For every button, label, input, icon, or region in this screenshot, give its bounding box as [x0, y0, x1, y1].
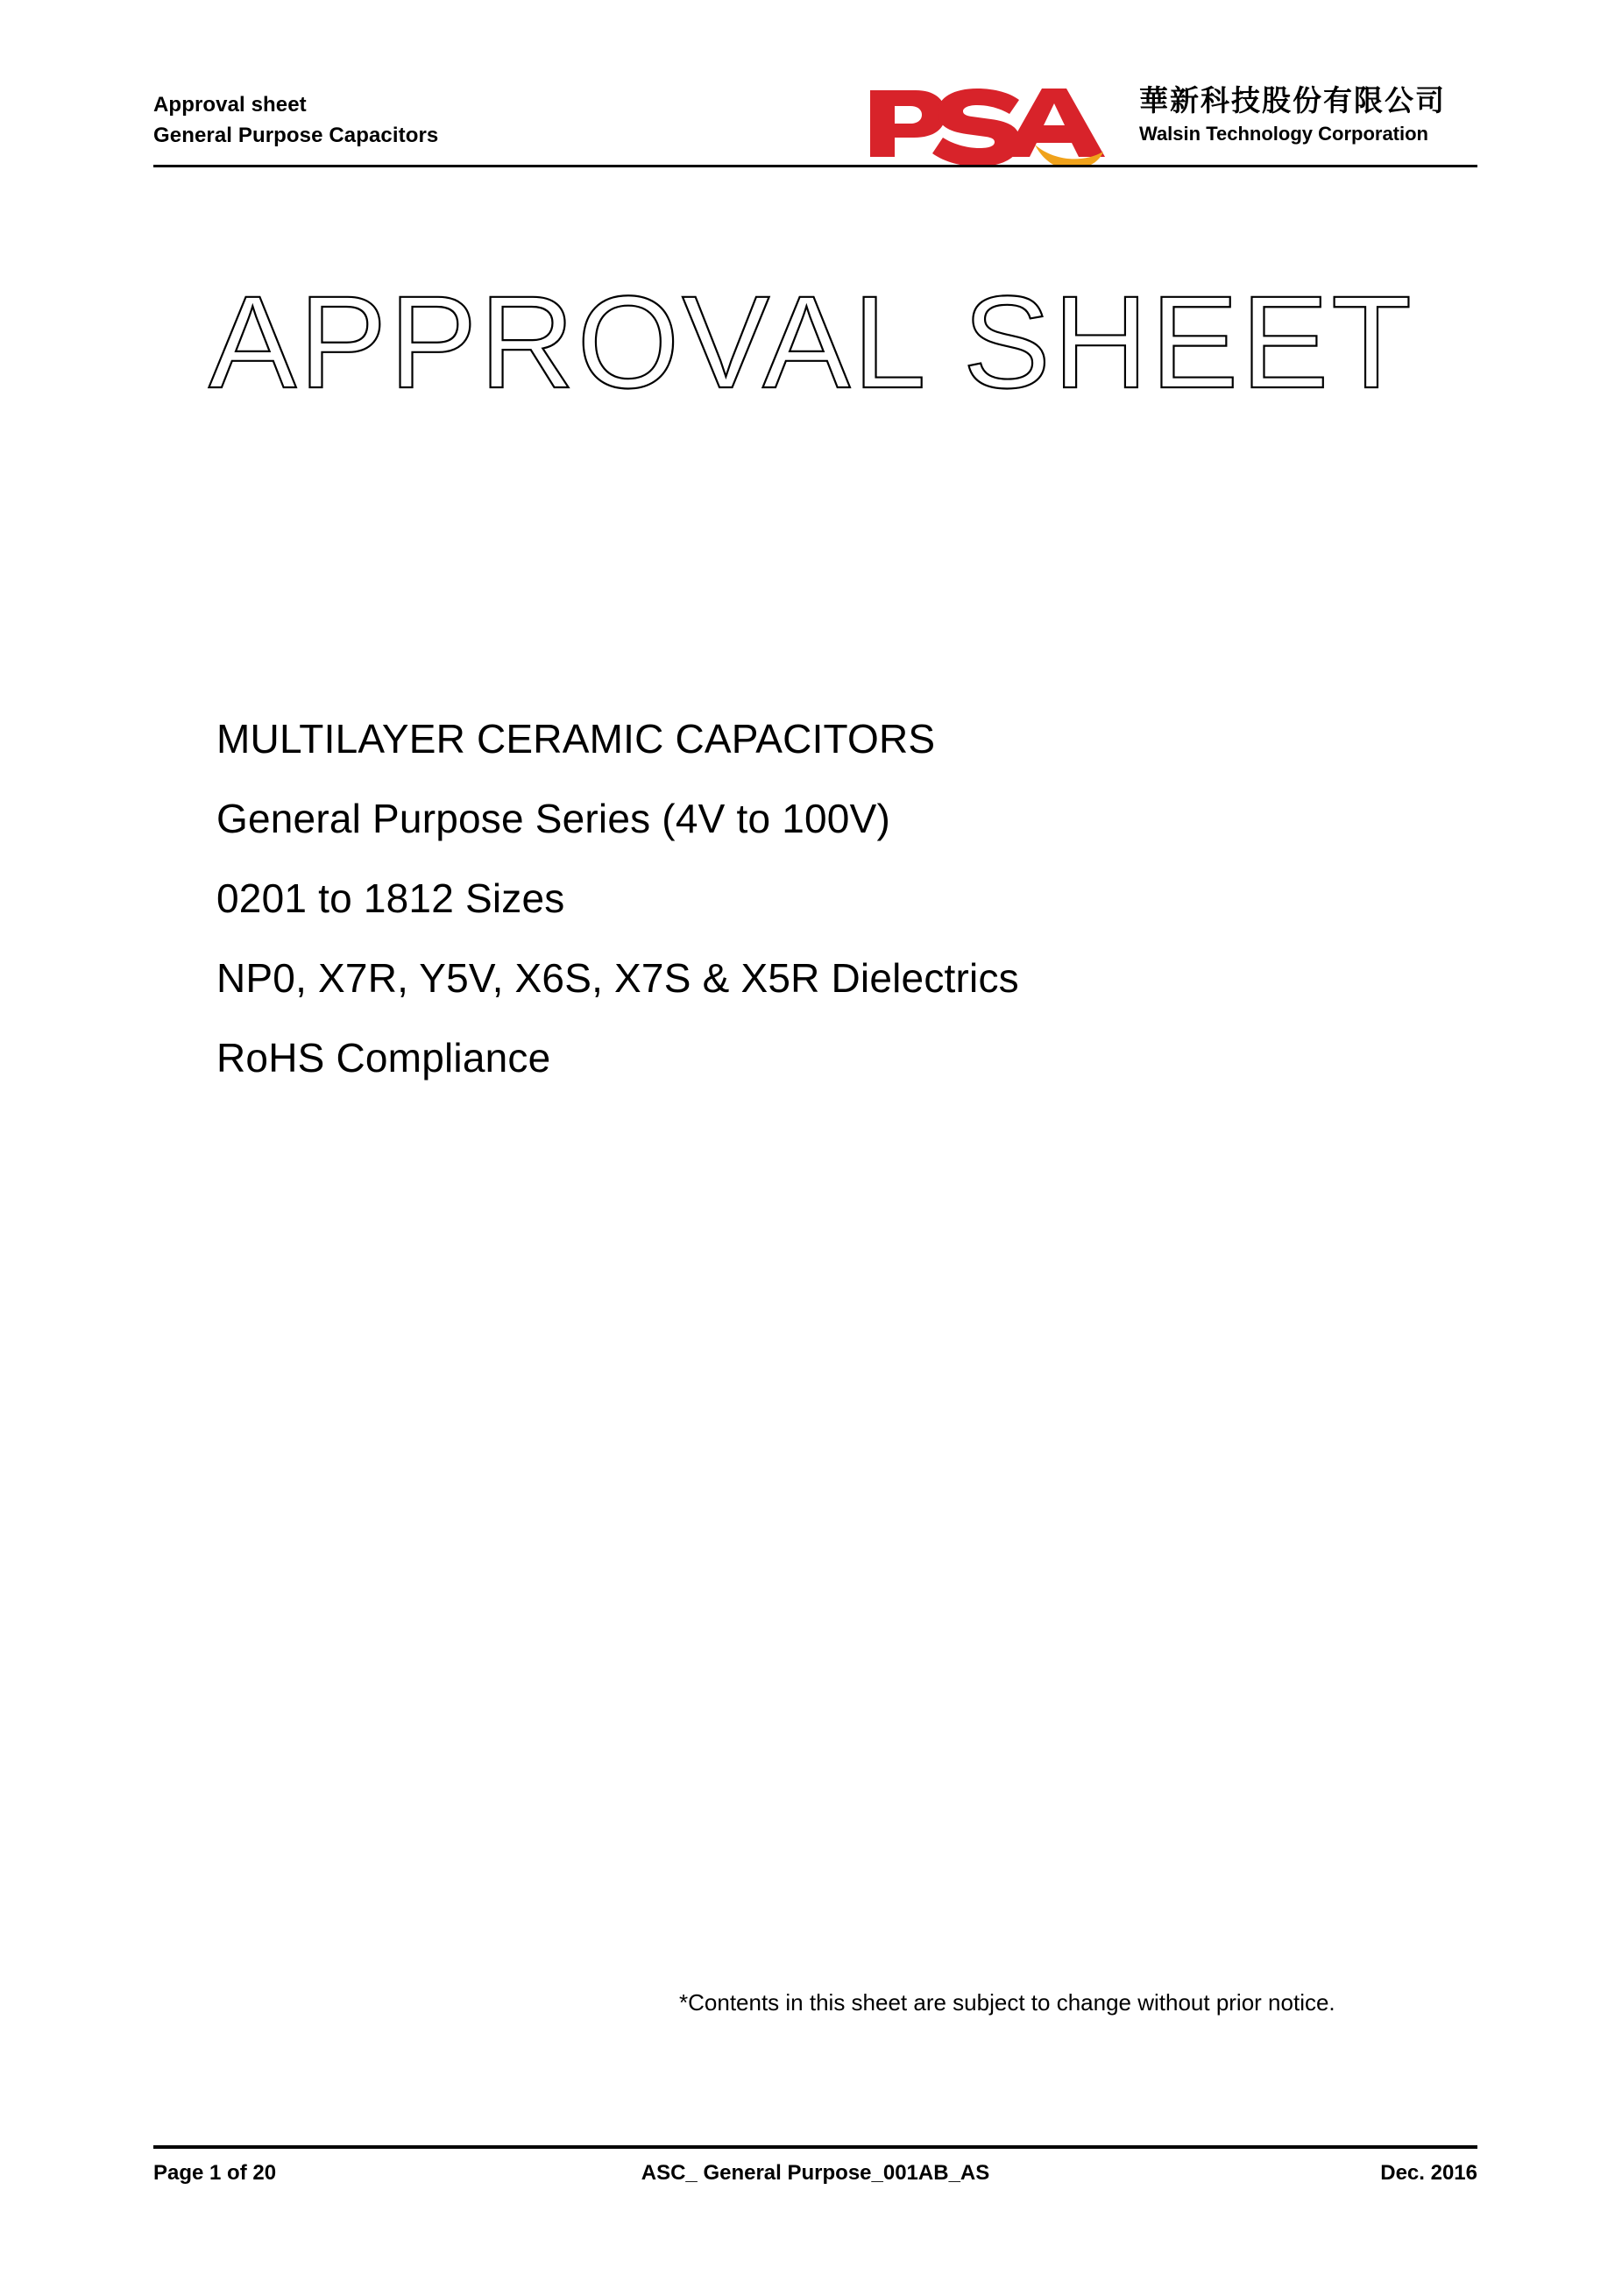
footer-page-number: Page 1 of 20: [153, 2161, 277, 2185]
spec-line: NP0, X7R, Y5V, X6S, X7S & X5R Dielectrics: [216, 955, 1019, 1001]
footer-date: Dec. 2016: [1380, 2161, 1477, 2185]
company-name-english: Walsin Technology Corporation: [1139, 123, 1428, 145]
page-title: [0, 263, 1622, 434]
company-name-block: [1139, 85, 1446, 146]
footer-divider: [153, 2145, 1477, 2149]
header-title-block: [153, 90, 438, 152]
disclaimer-note: *Contents in this sheet are subject to change without prior notice.: [679, 1989, 1335, 2016]
header-title-line1: Approval sheet: [153, 93, 307, 117]
spec-line: General Purpose Series (4V to 100V): [216, 796, 890, 841]
footer-document-id: ASC_ General Purpose_001AB_AS: [641, 2161, 990, 2185]
header-divider: [153, 165, 1477, 167]
header-title-line2: General Purpose Capacitors: [153, 123, 439, 147]
page-footer: [153, 2161, 1477, 2196]
spec-line: MULTILAYER CERAMIC CAPACITORS: [216, 716, 936, 762]
psa-logo: [863, 83, 1126, 167]
svg-text:APPROVAL SHEET: APPROVAL SHEET: [208, 268, 1414, 415]
specification-list: [216, 716, 1443, 1117]
approval-sheet-outline-text: [198, 263, 1425, 429]
page-header: [153, 83, 1477, 175]
spec-line: RoHS Compliance: [216, 1035, 551, 1081]
company-name-chinese: 華新科技股份有限公司: [1139, 84, 1446, 117]
spec-line: 0201 to 1812 Sizes: [216, 875, 565, 921]
